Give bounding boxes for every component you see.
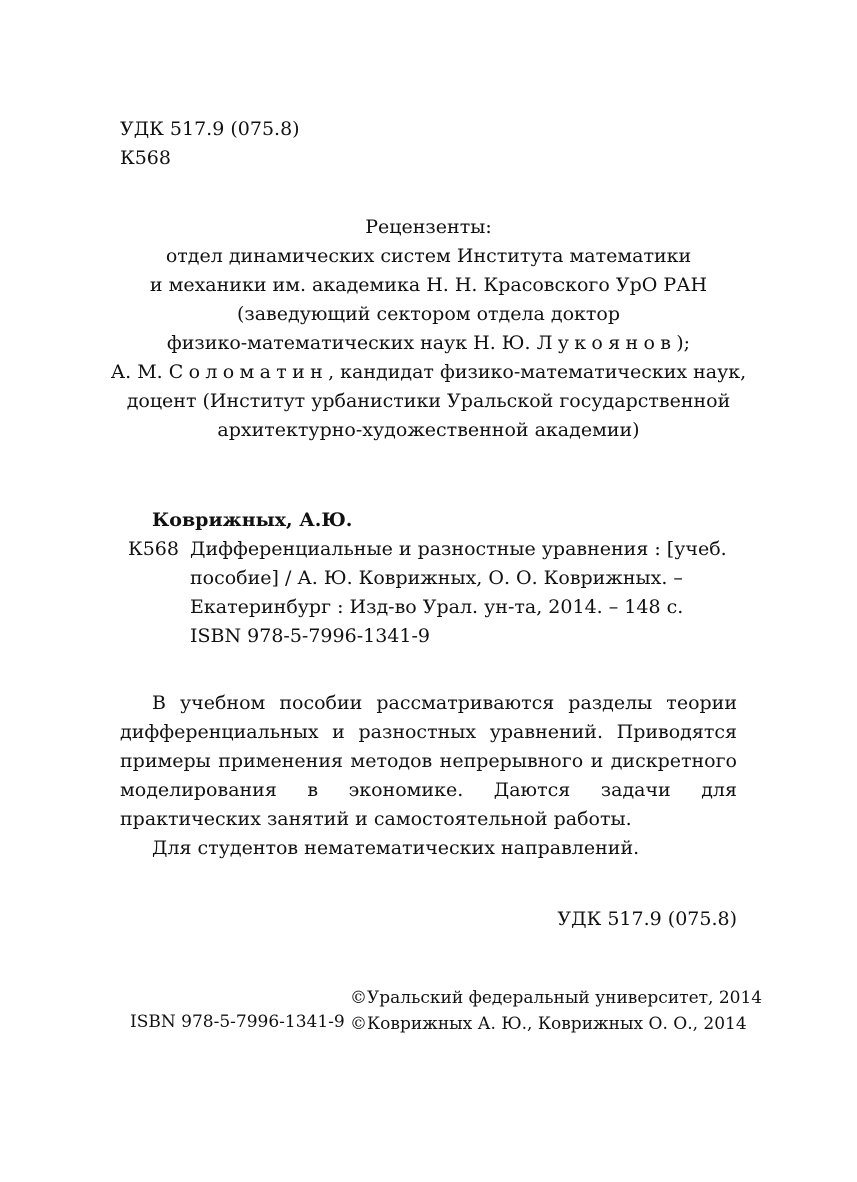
reviewers-text: физико-математических наук Н. Ю. <box>166 332 537 354</box>
reviewers-title: Рецензенты: <box>365 216 492 238</box>
reviewers-block <box>100 213 757 445</box>
udk-header <box>120 115 300 173</box>
reviewers-line: отдел динамических систем Института математики <box>165 245 692 267</box>
abstract-audience: Для студентов нематематических направлений. <box>152 837 640 859</box>
bib-row <box>128 535 748 651</box>
bib-code: К568 <box>128 538 179 560</box>
bibliographic-entry <box>128 506 748 651</box>
reviewers-text: ); <box>676 332 691 354</box>
abstract <box>120 689 737 863</box>
reviewer-name: Соломатин <box>168 361 329 383</box>
copyright-block <box>350 985 762 1037</box>
reviewers-text: , кандидат физико-математических наук, <box>328 361 747 383</box>
isbn-footer: ISBN 978-5-7996-1341-9 <box>130 1012 345 1032</box>
reviewers-text: А. М. <box>110 361 169 383</box>
bib-isbn: ISBN 978-5-7996-1341-9 <box>190 625 430 647</box>
author-mark: К568 <box>120 147 171 169</box>
reviewers-line: доцент (Институт урбанистики Уральской государственной <box>126 390 731 412</box>
abstract-paragraph: В учебном пособии рассматриваются разделы теории дифференциальных и разностных уравнений. Приводятся примеры применения методов непрерывного и дискретного моделирования в экономике. Даются задачи для практических занятий и самостоятельной работы. <box>120 692 737 830</box>
copyright-university: ©Уральский федеральный университет, 2014 <box>350 988 763 1008</box>
udk-code: УДК 517.9 (075.8) <box>120 118 300 140</box>
bib-author: Коврижных, А.Ю. <box>152 509 353 531</box>
bib-text <box>190 535 748 651</box>
bib-line: Екатеринбург : Изд-во Урал. ун-та, 2014. – 148 с. <box>190 596 684 618</box>
reviewers-line: архитектурно-художественной академии) <box>217 419 640 441</box>
reviewers-line <box>100 329 757 358</box>
copyright-authors: ©Коврижных А. Ю., Коврижных О. О., 2014 <box>350 1014 747 1034</box>
bib-line: Дифференциальные и разностные уравнения : [учеб. <box>190 538 727 560</box>
bib-line: пособие] / А. Ю. Коврижных, О. О. Коврижных. – <box>190 567 683 589</box>
reviewers-line: (заведующий сектором отдела доктор <box>236 303 621 325</box>
reviewers-line: и механики им. академика Н. Н. Красовского УрО РАН <box>149 274 708 296</box>
reviewer-name: Лукоянов <box>536 332 677 354</box>
udk-footer: УДК 517.9 (075.8) <box>557 908 737 930</box>
reviewers-line <box>100 358 757 387</box>
